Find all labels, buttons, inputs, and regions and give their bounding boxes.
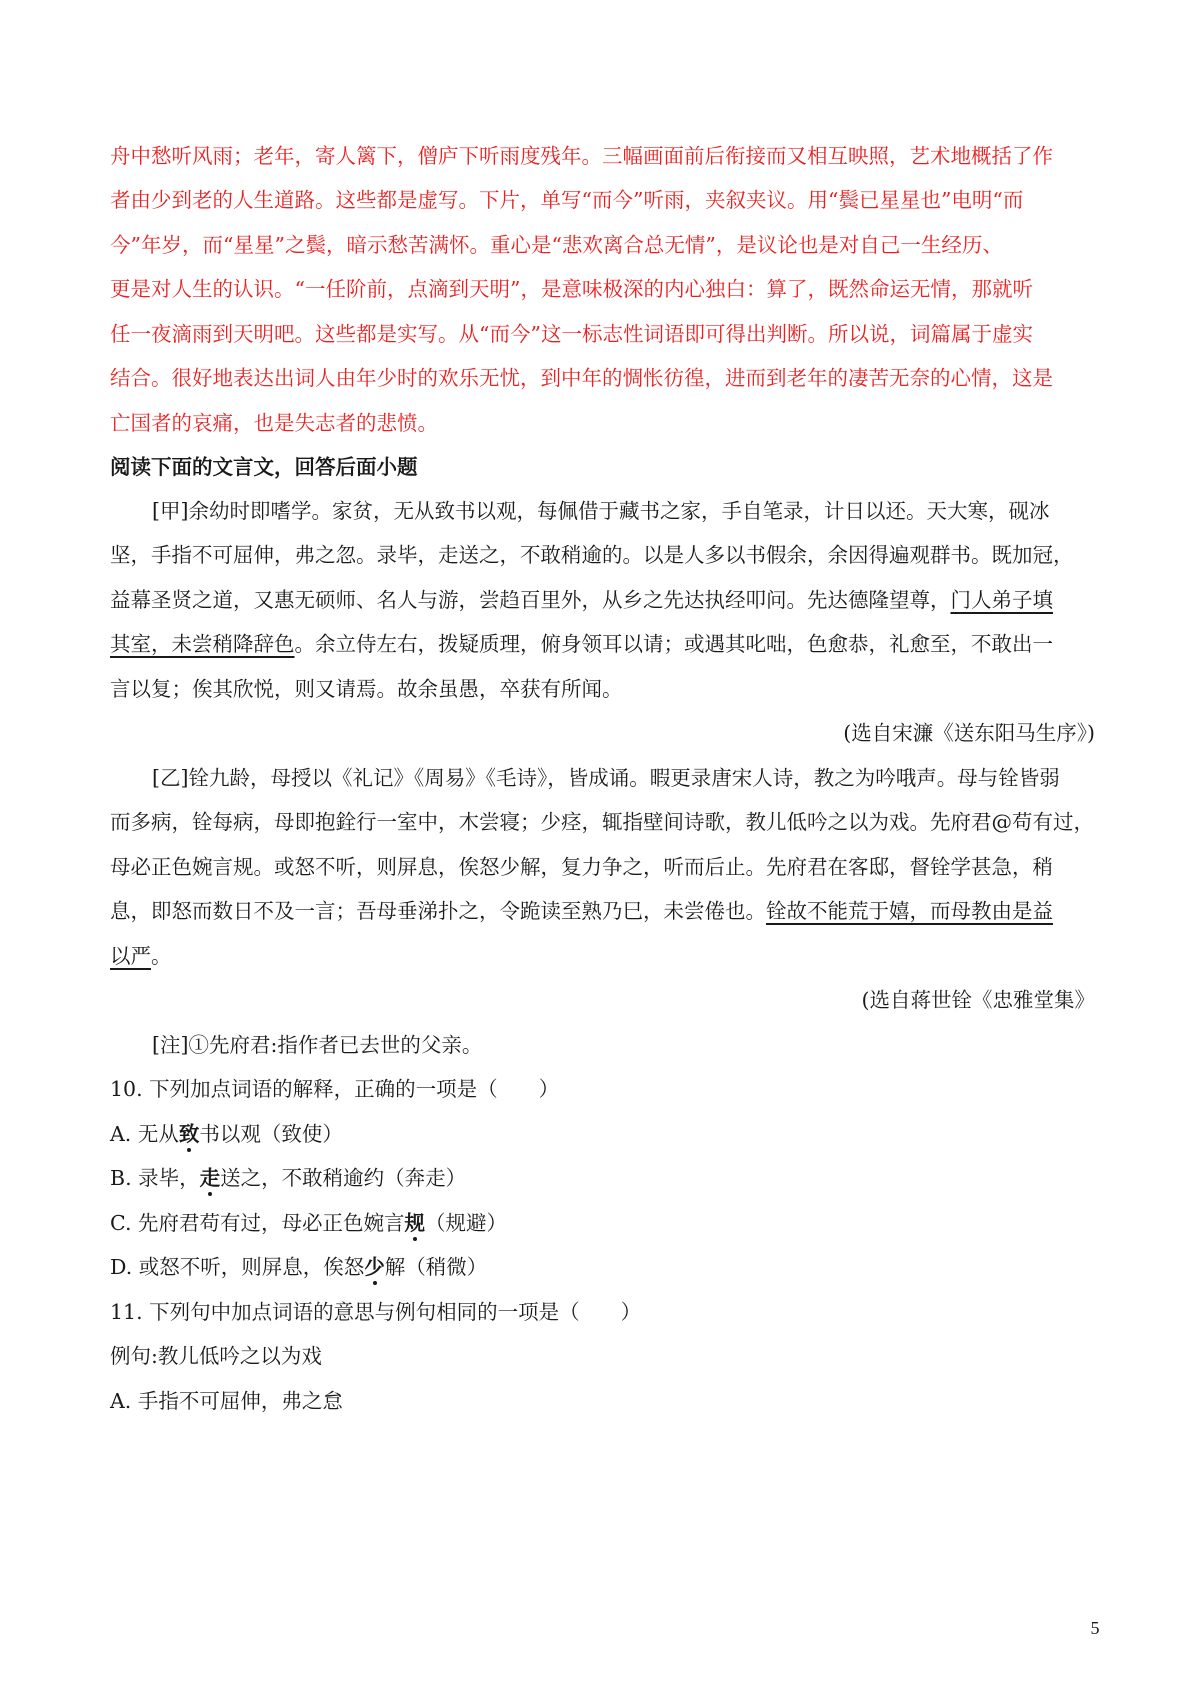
option-text: （规避） (425, 1211, 507, 1235)
underlined-sentence: 以严 (110, 944, 151, 968)
option-text: 书以观（致使） (199, 1122, 343, 1146)
passage-jia-line: 坚，手指不可屈伸，弗之忽。录毕，走送之，不敢稍逾的。以是人多以书假余，余因得遍观群书。既加冠， (110, 543, 1074, 567)
question-10-option-b (110, 1158, 1095, 1198)
commentary-line: 亡国者的哀痛，也是失志者的悲愤。 (110, 411, 438, 435)
underlined-sentence: 门人弟子填 (950, 588, 1053, 612)
commentary-line: 任一夜滴雨到天明吧。这些都是实写。从“而今”这一标志性词语即可得出判断。所以说，词篇属于虚实 (110, 322, 1033, 346)
emphasized-word: 走 (199, 1166, 221, 1190)
passage-jia-source: (选自宋濂《送东阳马生序》) (843, 721, 1095, 745)
passage-yi-line: [乙]铨九龄，母授以《礼记》《周易》《毛诗》，皆成诵。暇更录唐宋人诗，教之为吟哦声。母与铨皆弱 (152, 766, 1060, 790)
underlined-sentence: 铨故不能荒于嬉，而母教由是益 (766, 899, 1053, 923)
option-text: C. 先府君苟有过，母必正色婉言 (110, 1211, 405, 1235)
passage-text: 。余立侍左右，拨疑质理，俯身领耳以请；或遇其叱咄，色愈恭，礼愈至，不敢出一 (294, 632, 1053, 656)
passage-jia-line (110, 624, 1095, 664)
commentary-line: 今”年岁，而“星星”之鬓，暗示愁苦满怀。重心是“悲欢离合总无情”，是议论也是对自己一生经历、 (110, 233, 1003, 257)
question-10-stem: 10. 下列加点词语的解释，正确的一项是（ ） (110, 1077, 560, 1101)
option-text: D. 或怒不听，则屏息，俟怒 (110, 1255, 365, 1279)
question-10-option-a (110, 1114, 1095, 1154)
passage-jia-line: [甲]余幼时即嗜学。家贫，无从致书以观，每佩借于藏书之家，手自笔录，计日以还。天大寒，砚冰 (152, 499, 1050, 523)
passage-yi-line (110, 936, 1095, 976)
option-text: B. 录毕， (110, 1166, 200, 1190)
passage-jia-line (110, 580, 1095, 620)
commentary-line: 结合。很好地表达出词人由年少时的欢乐无忧，到中年的惆怅彷徨，进而到老年的凄苦无奈的心情，这是 (110, 366, 1053, 390)
passage-yi-line: 而多病，铨每病，母即抱銓行一室中，木尝寝；少痉，辄指壁间诗歌，教儿低吟之以为戏。先府君@苟有过， (110, 810, 1094, 834)
emphasized-word: 致 (178, 1122, 200, 1146)
option-text: 解（稍微） (384, 1255, 488, 1279)
passage-text: 益幕圣贤之道，又惠无硕师、名人与游，尝趋百里外，从乡之先达执经叩问。先达德隆望尊， (110, 588, 951, 612)
passage-yi-source: (选自蒋世铨《忠雅堂集》 (861, 988, 1095, 1012)
passage-yi-line (110, 891, 1095, 931)
commentary-line: 更是对人生的认识。“一任阶前，点滴到天明”，是意味极深的内心独白：算了，既然命运无情，那就听 (110, 277, 1033, 301)
passage-jia-line: 言以复；俟其欣悦，则又请焉。故余虽愚，卒获有所闻。 (110, 677, 623, 701)
underlined-sentence: 其室，未尝稍降辞色 (110, 632, 295, 656)
passage-note: [注]①先府君:指作者已去世的父亲。 (152, 1033, 483, 1057)
question-10-option-c (110, 1203, 1095, 1243)
question-11-example: 例句:教儿低吟之以为戏 (110, 1344, 322, 1368)
passage-text: 息，即怒而数日不及一言；吾母垂涕扑之，令跪读至熟乃巳，未尝倦也。 (110, 899, 766, 923)
commentary-line: 者由少到老的人生道路。这些都是虚写。下片，单写“而今”听雨，夹叙夹议。用“鬓已星星也”电明“而 (110, 188, 1024, 212)
page-number: 5 (1090, 1618, 1100, 1638)
question-11-option-a: A. 手指不可屈伸，弗之怠 (110, 1389, 343, 1413)
passage-text: 。 (151, 944, 172, 968)
emphasized-word: 少 (364, 1255, 385, 1279)
passage-yi-line: 母必正色婉言规。或怒不听，则屏息，俟怒少解，复力争之，听而后止。先府君在客邸，督铨学甚急，稍 (110, 855, 1053, 879)
option-text: A. 无从 (110, 1122, 179, 1146)
option-text: 送之，不敢稍逾约（奔走） (220, 1166, 467, 1190)
section-heading: 阅读下面的文言文，回答后面小题 (110, 455, 418, 479)
question-10-option-d (110, 1247, 1095, 1287)
commentary-line: 舟中愁听风雨；老年，寄人篱下，僧庐下听雨度残年。三幅画面前后衔接而又相互映照，艺术地概括了作 (110, 144, 1053, 168)
emphasized-word: 规 (404, 1211, 425, 1235)
question-11-stem: 11. 下列句中加点词语的意思与例句相同的一项是（ ） (110, 1300, 642, 1324)
